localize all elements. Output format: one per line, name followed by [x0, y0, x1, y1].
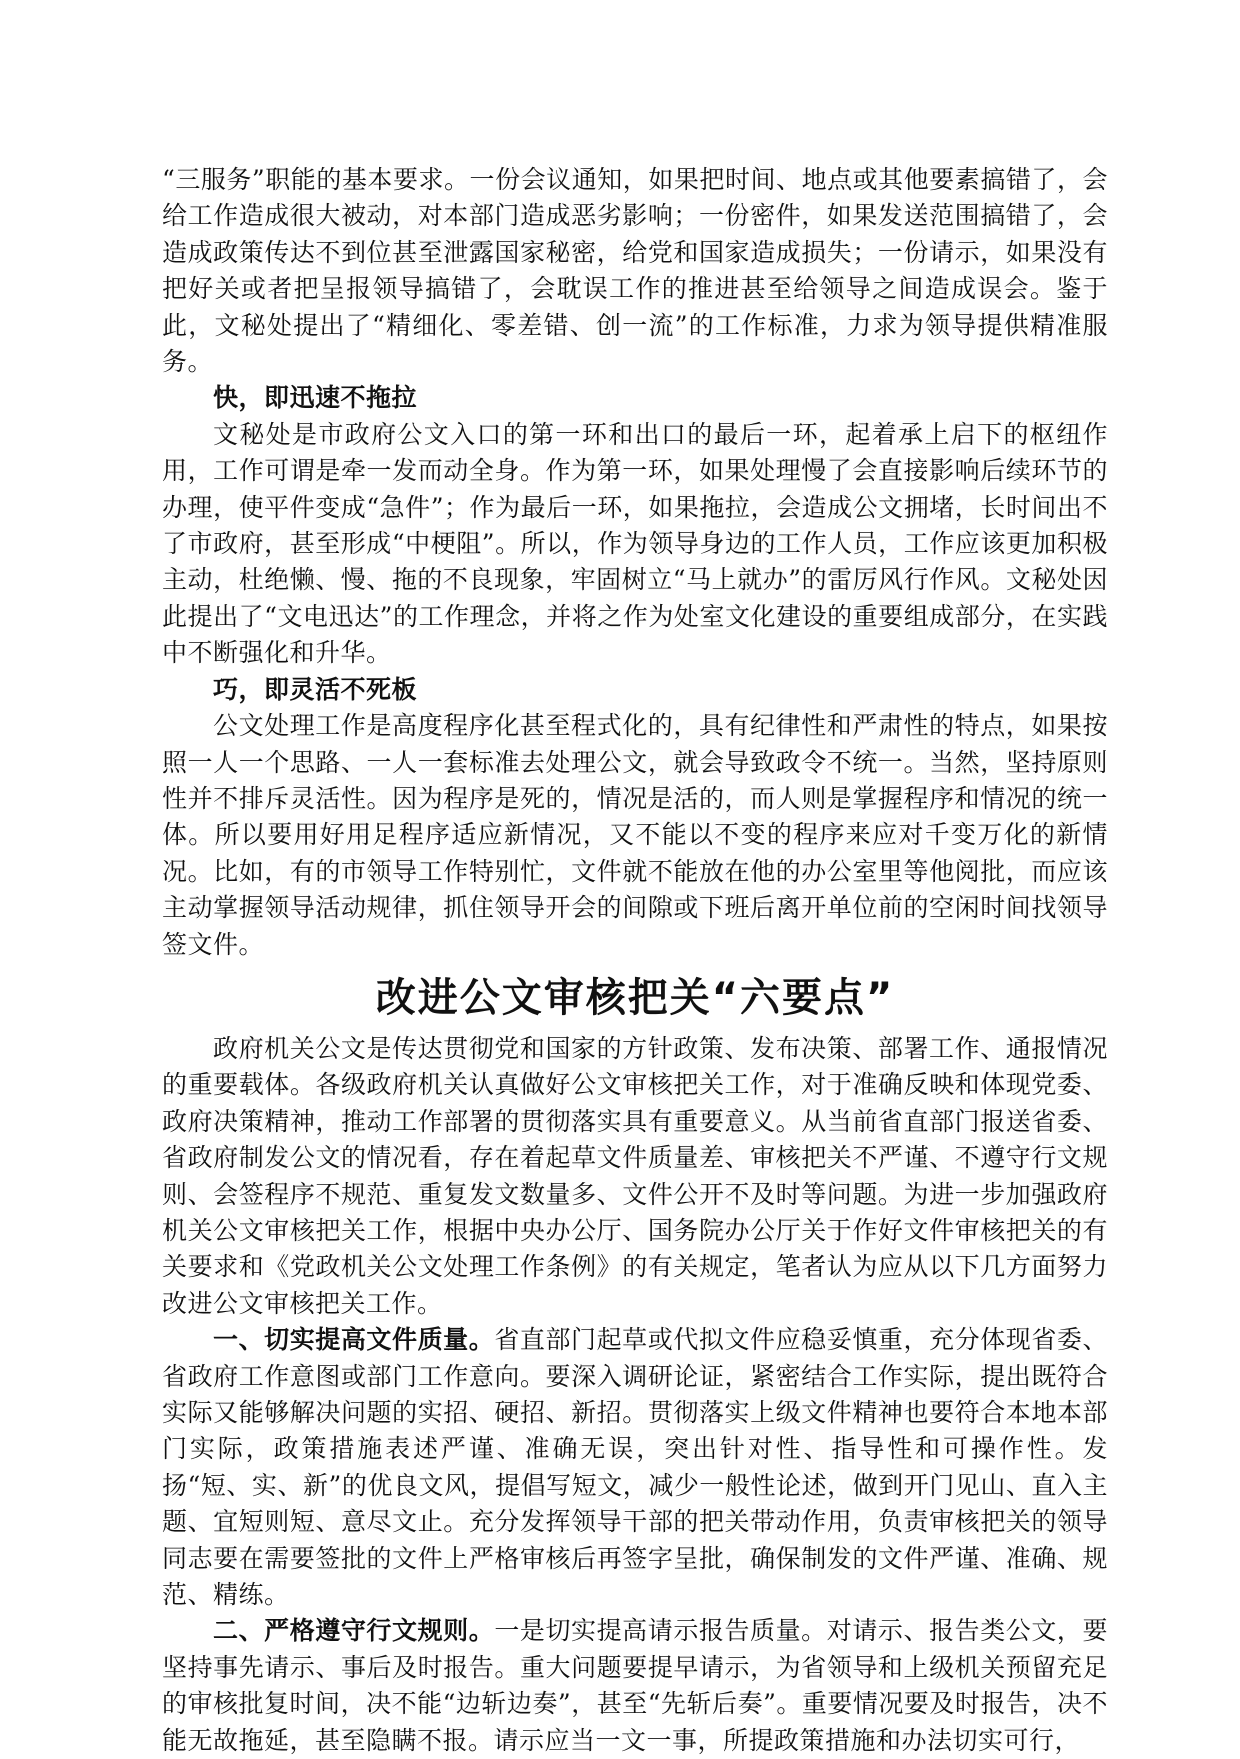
paragraph-point-1 [162, 1322, 1108, 1613]
subheading-kuai: 快，即迅速不拖拉 [213, 383, 418, 413]
paragraph-point-2 [162, 1613, 1108, 1759]
point-2-label: 二、严格遵守行文规则。 [213, 1616, 495, 1646]
document-page [162, 162, 1108, 1759]
paragraph-san-fuwu: “三服务”职能的基本要求。一份会议通知，如果把时间、地点或其他要素搞错了，会给工作造成很大被动，对本部门造成恶劣影响；一份密件，如果发送范围搞错了，会造成政策传达不到位甚至泄露国家秘密，给党和国家造成损失；一份请示，如果没有把好关或者把呈报领导搞错了，会耽误工作的推进甚至给领导之间造成误会。鉴于此，文秘处提出了“精细化、零差错、创一流”的工作标准，力求为领导提供精准服务。 [162, 165, 1108, 377]
point-1-text: 省直部门起草或代拟文件应稳妥慎重，充分体现省委、省政府工作意图或部门工作意向。要深入调研论证，紧密结合工作实际，提出既符合实际又能够解决问题的实招、硬招、新招。贯彻落实上级文件精神也要符合本地本部门实际，政策措施表述严谨、准确无误，突出针对性、指导性和可操作性。发扬“短、实、新”的优良文风，提倡写短文，减少一般性论述，做到开门见山、直入主题、宜短则短、意尽文止。充分发挥领导干部的把关带动作用，负责审核把关的领导同志要在需要签批的文件上严格审核后再签字呈批，确保制发的文件严谨、准确、规范、精练。 [162, 1325, 1108, 1610]
paragraph-intro: 政府机关公文是传达贯彻党和国家的方针政策、发布决策、部署工作、通报情况的重要载体。各级政府机关认真做好公文审核把关工作，对于准确反映和体现党委、政府决策精神，推动工作部署的贯彻落实具有重要意义。从当前省直部门报送省委、省政府制发公文的情况看，存在着起草文件质量差、审核把关不严谨、不遵守行文规则、会签程序不规范、重复发文数量多、文件公开不及时等问题。为进一步加强政府机关公文审核把关工作，根据中央办公厅、国务院办公厅关于作好文件审核把关的有关要求和《党政机关公文处理工作条例》的有关规定，笔者认为应从以下几方面努力改进公文审核把关工作。 [162, 1033, 1108, 1318]
paragraph-qiao: 公文处理工作是高度程序化甚至程式化的，具有纪律性和严肃性的特点，如果按照一人一个思路、一人一套标准去处理公文，就会导致政令不统一。当然，坚持原则性并不排斥灵活性。因为程序是死的，情况是活的，而人则是掌握程序和情况的统一体。所以要用好用足程序适应新情况，又不能以不变的程序来应对千变万化的新情况。比如，有的市领导工作特别忙，文件就不能放在他的办公室里等他阅批，而应该主动掌握领导活动规律，抓住领导开会的间隙或下班后离开单位前的空闲时间找领导签文件。 [162, 711, 1108, 959]
point-1-label: 一、切实提高文件质量。 [213, 1325, 495, 1355]
point-2-text: 一是切实提高请示报告质量。对请示、报告类公文，要坚持事先请示、事后及时报告。重大问题要提早请示，为省领导和上级机关预留充足的审核批复时间，决不能“边斩边奏”，甚至“先斩后奏”。重要情况要及时报告，决不能无故拖延，甚至隐瞒不报。请示应当一文一事，所提政策措施和办法切实可行， [162, 1616, 1108, 1755]
article-title: 改进公文审核把关“六要点” [375, 974, 895, 1021]
subheading-qiao: 巧，即灵活不死板 [213, 674, 418, 704]
paragraph-kuai: 文秘处是市政府公文入口的第一环和出口的最后一环，起着承上启下的枢纽作用，工作可谓是牵一发而动全身。作为第一环，如果处理慢了会直接影响后续环节的办理，使平件变成“急件”；作为最后一环，如果拖拉，会造成公文拥堵，长时间出不了市政府，甚至形成“中梗阻”。所以，作为领导身边的工作人员，工作应该更加积极主动，杜绝懒、慢、拖的不良现象，牢固树立“马上就办”的雷厉风行作风。文秘处因此提出了“文电迅达”的工作理念，并将之作为处室文化建设的重要组成部分，在实践中不断强化和升华。 [162, 419, 1108, 668]
